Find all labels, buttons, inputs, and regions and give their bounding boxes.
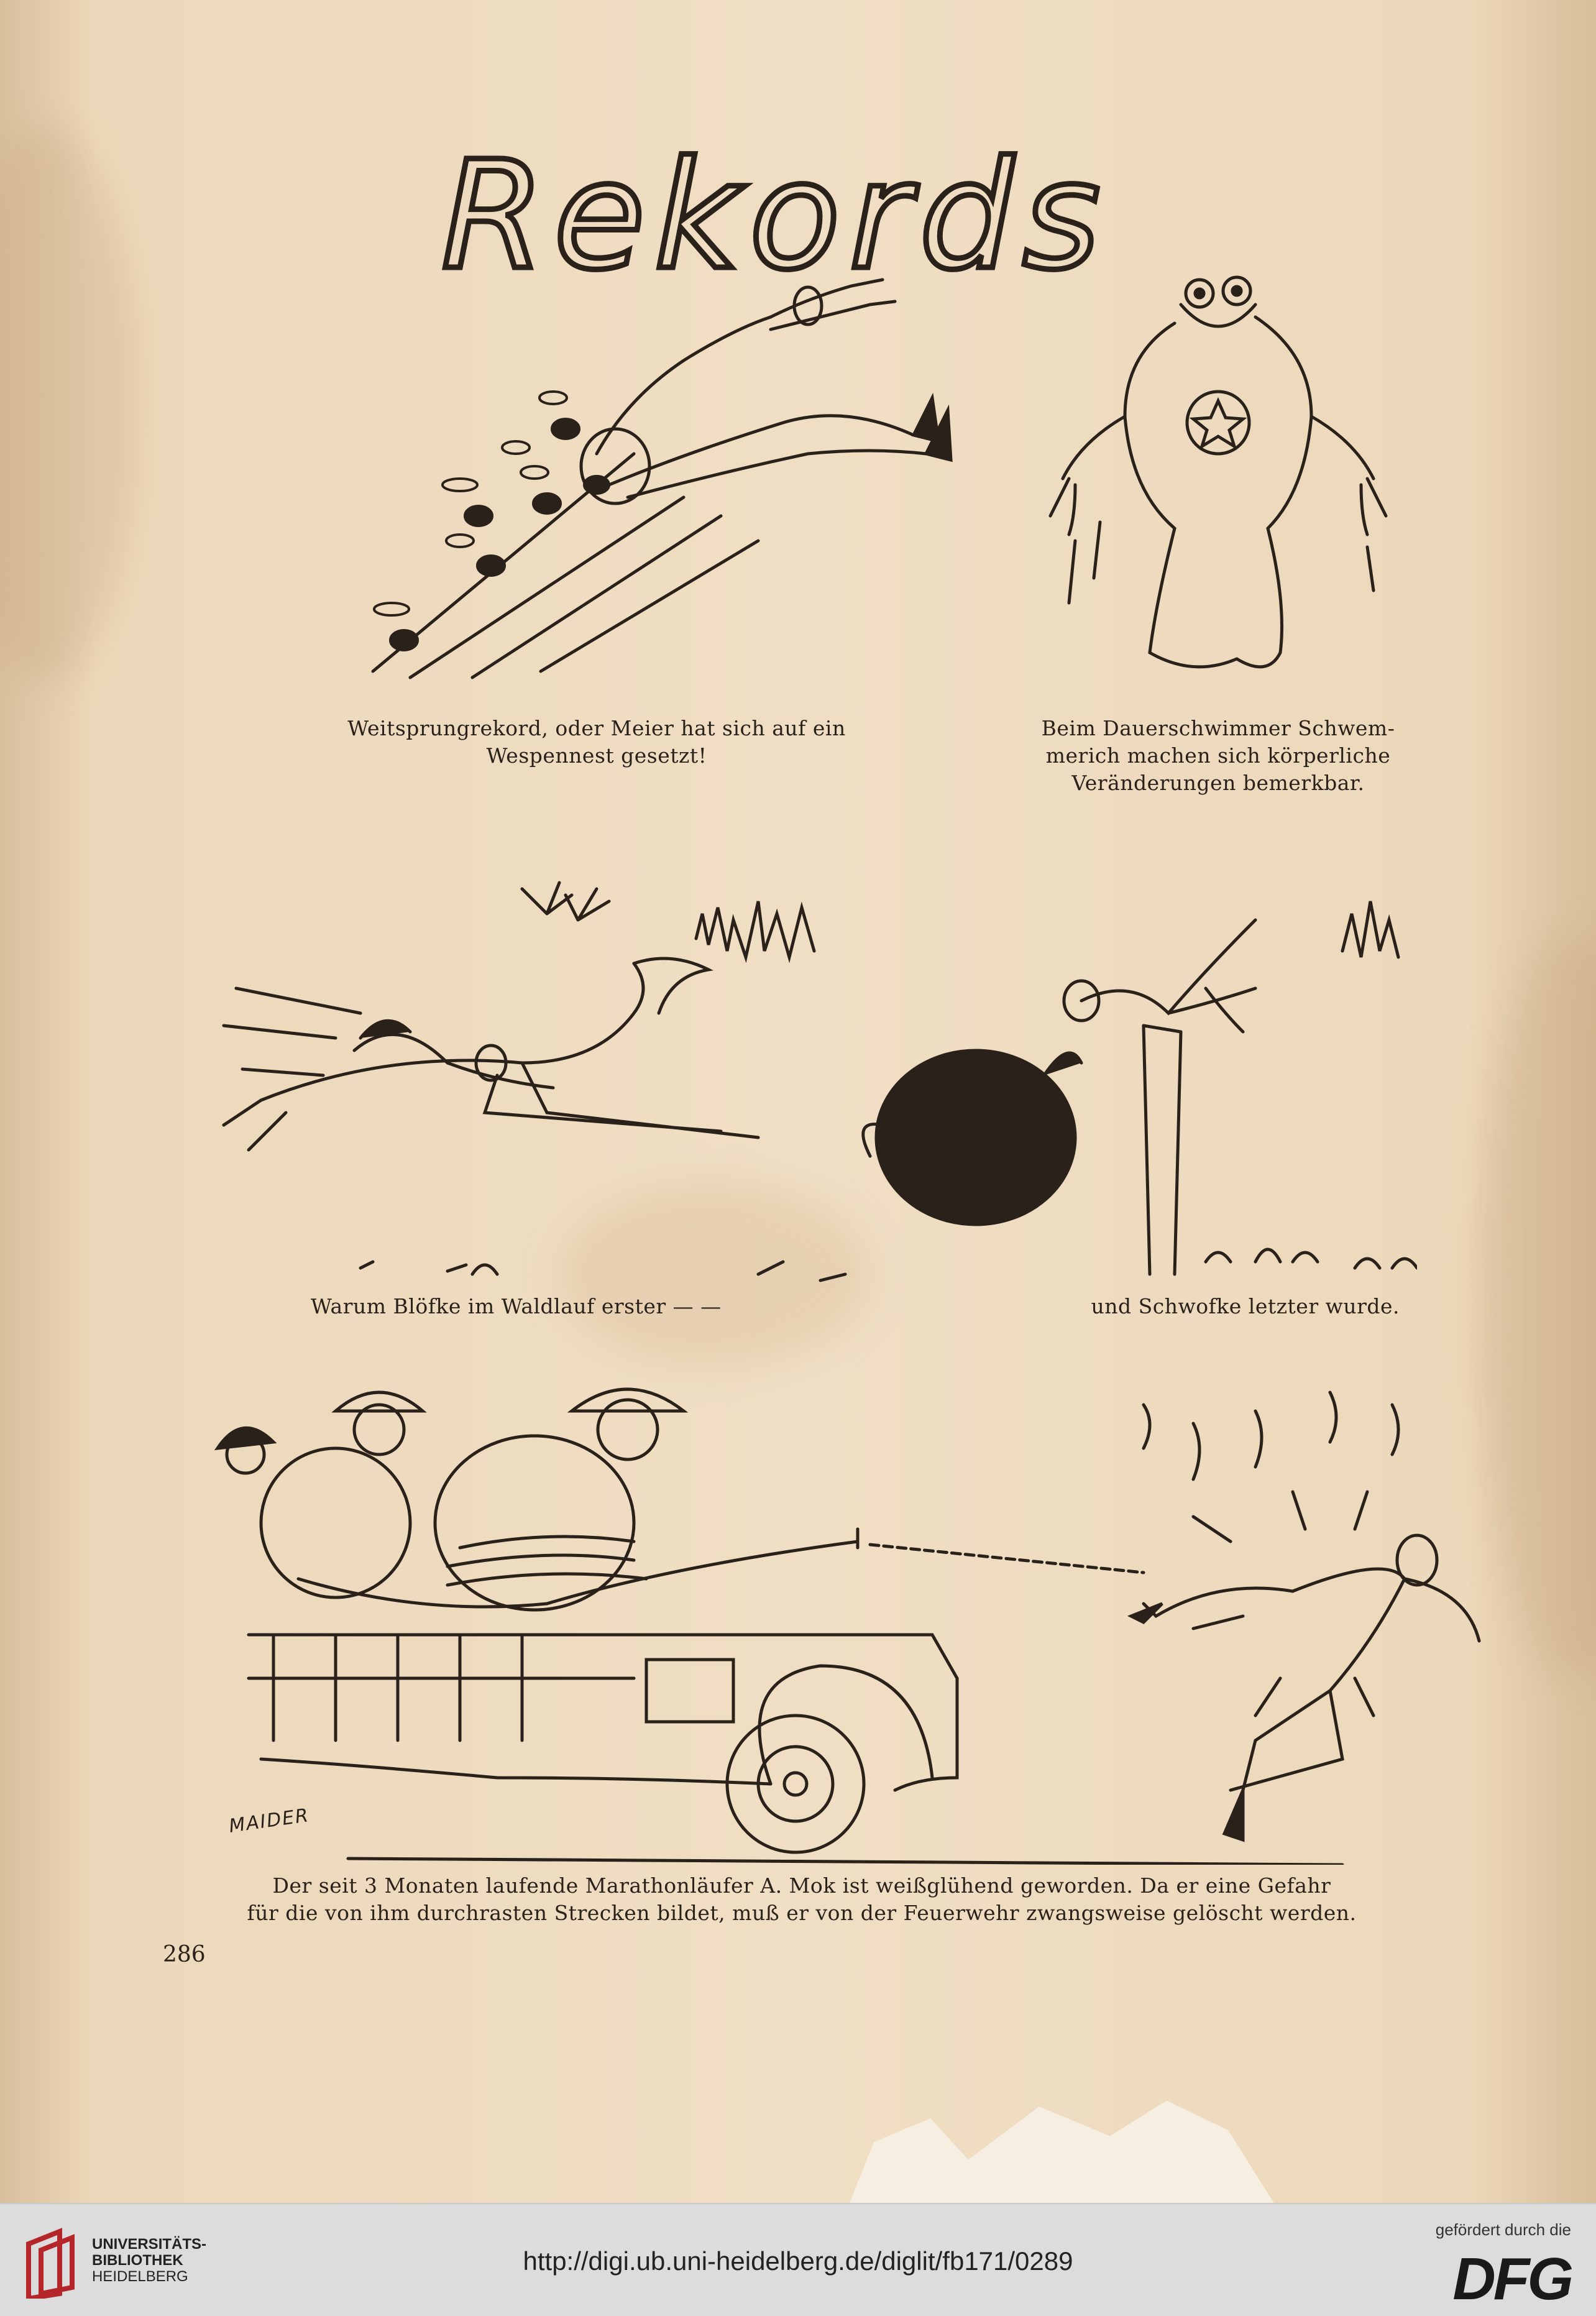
illustration-swimmer — [1032, 255, 1405, 702]
illustration-long-jump — [336, 249, 1019, 684]
caption-marathon: Der seit 3 Monaten laufende Marathonläufer A. Mok ist weißglühend geworden. Da er eine Gefahr für die von ihm durchrasten Strecken bildet, muß er von der Feuerwehr zwangsweise gelöscht werden. — [247, 1873, 1357, 1925]
caption-forest-run-left: Warum Blöfke im Waldlauf erster — — — [311, 1294, 722, 1318]
permalink-url[interactable]: http://digi.ub.uni-heidelberg.de/diglit/fb171/0289 — [523, 2246, 1073, 2276]
svg-text:Rekords: Rekords — [441, 143, 1109, 303]
caption-long-jump: Weitsprungrekord, oder Meier hat sich auf ein Wespennest gesetzt! — [347, 716, 846, 768]
funded-by-label: gefördert durch die — [1435, 2220, 1571, 2239]
library-name-line: HEIDELBERG — [92, 2268, 188, 2285]
caption-swimmer: Beim Dauerschwimmer Schwem- merich machen sich körperliche Veränderungen bemerkbar. — [1041, 716, 1395, 795]
dfg-logo[interactable]: DFG — [1452, 2246, 1571, 2312]
torn-paper-corner — [827, 2095, 1299, 2203]
illustration-forest-run — [199, 827, 1417, 1287]
illustration-marathon — [174, 1355, 1492, 1865]
caption-forest-run-right: und Schwofke letzter wurde. — [1091, 1294, 1400, 1318]
library-name-line: BIBLIOTHEK — [92, 2252, 183, 2269]
page-number: 286 — [163, 1942, 206, 1967]
library-name-line: UNIVERSITÄTS- — [92, 2236, 207, 2253]
viewer-footer — [0, 2203, 1596, 2316]
artist-signature: MAIDER — [227, 1804, 311, 1837]
